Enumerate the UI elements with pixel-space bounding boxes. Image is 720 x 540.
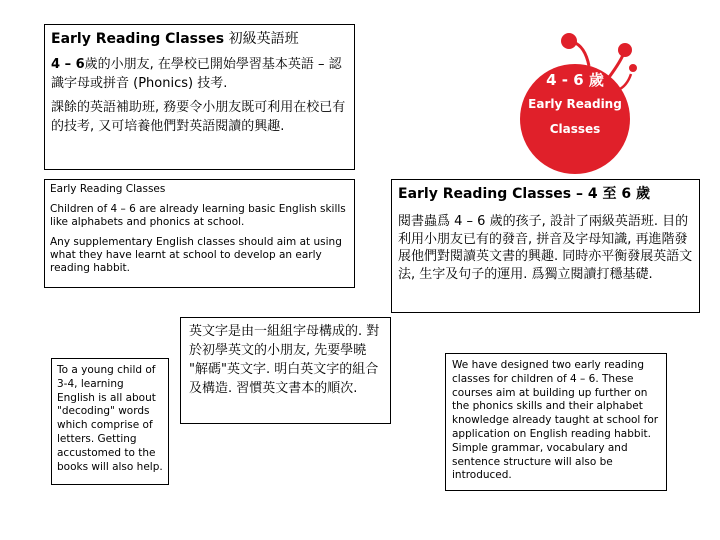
english-title: Early Reading Classes (50, 183, 166, 195)
logo-age: 4 - 6 歲 (546, 71, 604, 89)
design-box (445, 353, 667, 491)
ages-body: 閱書蟲爲 4 – 6 歲的孩子, 設計了兩級英語班. 目的利用小朋友已有的發音, 拼音及字母知識, 再進階發展他們對閱讀英文書的興趣. 同時亦平衡發展英語文法, 生字及句子的運用. 爲獨立閱讀打穩基礎. (398, 214, 693, 282)
ages-box (391, 179, 700, 313)
intro-box-chinese (44, 24, 355, 170)
intro-paragraph-1 (51, 55, 348, 93)
letters-box (180, 317, 391, 424)
ages-title: Early Reading Classes – 4 至 6 歲 (398, 186, 650, 202)
intro-paragraph-1-text: 歲的小朋友, 在學校已開始學習基本英語 – 認識字母或拼音 (Phonics) 技考. (51, 57, 342, 91)
intro-title (51, 29, 348, 49)
intro-title-zh: 初級英語班 (224, 31, 299, 47)
letters-text: 英文字是由一組組字母構成的. 對於初學英文的小朋友, 先要學曉 "解碼"英文字. 明白英文字的組合及構造. 習慣英文書本的順次. (189, 324, 380, 396)
logo-line-2: Classes (549, 122, 601, 136)
english-paragraph-1: Children of 4 – 6 are already learning basic English skills like alphabets and phonics at school. (50, 203, 346, 228)
intro-title-en: Early Reading Classes (51, 31, 225, 47)
logo-text (523, 68, 627, 142)
intro-box-english (44, 179, 355, 288)
age-range: 4 – 6 (51, 57, 85, 72)
english-paragraph-2: Any supplementary English classes should aim at using what they have learnt at school to develop an early reading habbit. (50, 236, 342, 274)
intro-paragraph-2: 課餘的英語補助班, 務要令小朋友既可利用在校已有的技考, 又可培養他們對英語閱讀的興趣. (51, 100, 346, 134)
young-child-text: To a young child of 3-4, learning English is all about "decoding" words which comprise of letters. Getting accustomed to the books will also help. (57, 364, 163, 473)
young-child-box (51, 358, 169, 485)
design-text: We have designed two early reading classes for children of 4 – 6. These courses aim at building up further on the phonics skills and their alphabet knowledge already taught at school for application on English reading habbit. Simple grammar, vocabulary and sentence structure will also be introduced. (452, 359, 659, 482)
logo-line-1: Early Reading (528, 97, 622, 111)
